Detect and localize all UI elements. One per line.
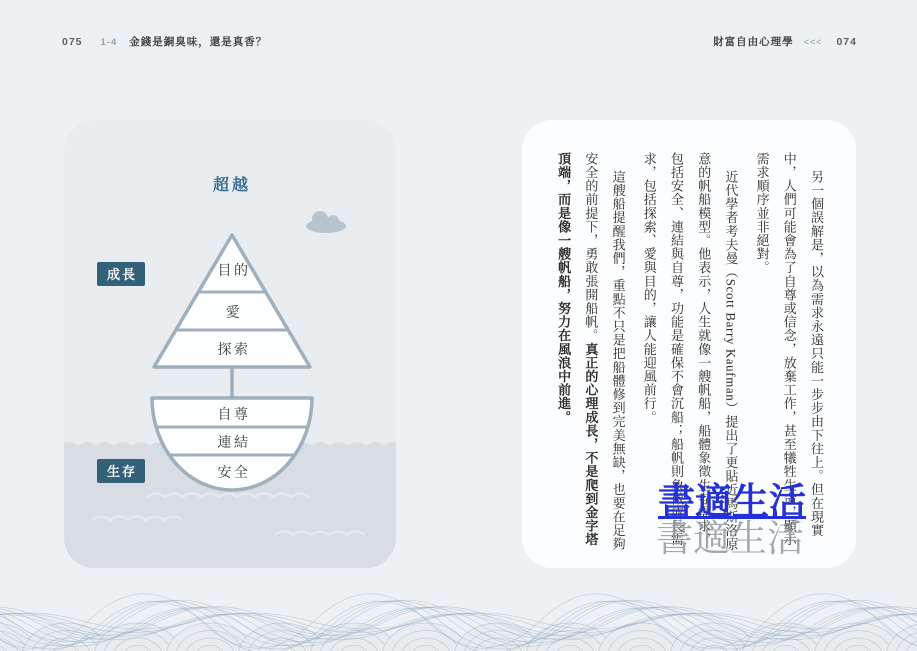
section-number: 1-4 (100, 37, 118, 48)
page-number-right: 074 (836, 36, 857, 48)
paragraph-text-bold: 真正的心理成長，不是爬到金字塔頂端，而是像一艘帆船，努力在風浪中前進。 (556, 152, 599, 547)
running-head-left (62, 34, 267, 49)
book-title: 財富自由心理學 (713, 36, 794, 48)
sail-level-purpose: 目的 (217, 262, 251, 278)
hull-level-safety: 安全 (217, 464, 251, 480)
sail-level-love: 愛 (225, 304, 243, 320)
growth-tag-label: 成長 (106, 267, 138, 282)
paragraph-text: 另一個誤解是，以為需求永遠只能一步步由下往上。但在現實中，人們可能會為了自尊或信念，放棄工作，甚至犧牲生命，顯示需求順序並非絕對。 (754, 152, 824, 547)
guilloche-wave-decoration (0, 585, 917, 651)
sailboat-diagram (64, 120, 396, 568)
survival-tag (97, 459, 145, 483)
running-head-right (713, 34, 857, 49)
figure-card (64, 120, 396, 568)
paragraph-text: 近代學者考夫曼（Scott Barry Kaufman）提出了更貼近馬斯洛原意的帆船模型。他表示，人生就像一艘帆船，船體象徵生存需求，包括安全、連結與自尊，功能是確保不會沉船；船帆則象徵成長需求，包括探索、愛與目的，讓人能迎風前行。 (641, 152, 739, 551)
hull-level-connection: 連結 (217, 434, 251, 450)
transcendence-label: 超越 (212, 177, 252, 194)
watermark-link[interactable]: 書適生活 (658, 482, 806, 523)
page-number-left: 075 (62, 36, 83, 48)
cloud-icon (306, 211, 346, 233)
survival-tag-label: 生存 (106, 464, 138, 479)
paragraph-text: 這艘船提醒我們，重點不只是把船體修到完美無缺，也要在足夠安全的前提下，勇敢張開船帆。 (583, 152, 626, 551)
chapter-title: 金錢是銅臭味，還是真香？ (129, 36, 268, 48)
hull-level-self-esteem: 自尊 (217, 406, 251, 422)
chevrons-decoration: <<< (803, 37, 823, 47)
article-paragraph (550, 152, 632, 556)
watermark-shadow: 書適生活 (656, 519, 804, 560)
growth-tag (97, 262, 145, 286)
sail-level-exploration: 探索 (217, 341, 251, 357)
